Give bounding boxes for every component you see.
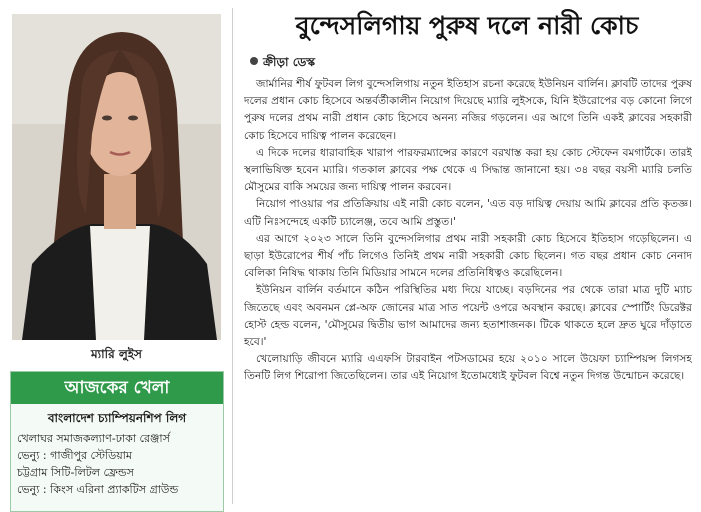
league-name: বাংলাদেশ চ্যাম্পিয়নশিপ লিগ [47,411,187,425]
article-headline: বুন্দেসলিগায় পুরুষ দলে নারী কোচ [295,11,639,40]
article-paragraph: নিয়োগ পাওয়ার পর প্রতিক্রিয়ায় এই নারী কোচ বলেন, 'এত বড় দায়িত্ব দেয়ায় আমি ক্লাবের প্রতি কৃতজ্ঞ। এটি নিঃসন্দেহে একটি চ্যালেঞ্জ, তবে আমি প্রস্তুত।' [244,198,692,228]
fixture-line: খেলাঘর সমাজকল্যাণ-ঢাকা রেঞ্জার্স [17,432,170,445]
column-divider [232,8,233,504]
coach-portrait-image [12,14,221,340]
article-paragraph: খেলোয়াড়ি জীবনে ম্যারি এএফসি টারবাইন পটসডামের হয়ে ২০১০ সালে উয়েফা চ্যাম্পিয়ন্স লিগসহ তিনটি লিগ শিরোপা জিতেছিলেন। তার এই নিয়োগ ইতোমধ্যেই ফুটবল বিশ্বে নতুন দিগন্ত উন্মোচন করেছে। [244,353,692,383]
byline [250,54,315,74]
byline-text: ক্রীড়া ডেস্ক [263,55,316,69]
venue-line: ভেন্যু : গাজীপুর স্টেডিয়াম [17,449,132,462]
article-paragraph: এর আগে ২০২৩ সালে তিনি বুন্দেসলিগার প্রথম নারী সহকারী কোচ হিসেবে ইতিহাস গড়েছিলেন। এ ছাড়া ইউরোপের শীর্ষ পাঁচ লিগেও তিনিই প্রথম নারী সহকারী কোচ ছিলেন। গত বছর প্রধান কোচ নেনাদ বেলিকা নিষিদ্ধ থাকায় তিনি মিডিয়ার সামনে দলের প্রতিনিধিত্বও করেছিলেন। [244,232,692,280]
bullet-icon [250,57,258,65]
article-body [244,76,692,506]
photo-caption: ম্যারি লুইস [91,347,142,361]
fixture-line: চট্টগ্রাম সিটি-লিটল ফ্রেন্ডস [17,466,134,479]
article-paragraph: জার্মানির শীর্ষ ফুটবল লিগ বুন্দেসলিগায় নতুন ইতিহাস রচনা করেছে ইউনিয়ন বার্লিন। ক্লাবটি তাদের পুরুষ দলের প্রধান কোচ হিসেবে অন্তর্বর্তীকালীন নিয়োগ দিয়েছে ম্যারি লুইসকে, যিনি ইউরোপের বড় কোনো লিগে পুরুষ দলের প্রথম নারী প্রধান কোচ হিসেবে অনন্য নজির গড়লেন। এর আগে তিনি একই ক্লাবের সহকারী কোচ হিসেবে দায়িত্ব পালন করেছেন। [244,78,692,142]
todays-games-box [10,371,224,512]
article-paragraph: ইউনিয়ন বার্লিন বর্তমানে কঠিন পরিস্থিতির মধ্য দিয়ে যাচ্ছে। বড়দিনের পর থেকে তারা মাত্র দুটি ম্যাচ জিতেছে এবং অবনমন প্লে-অফ জোনের মাত্র সাত পয়েন্ট ওপরে অবস্থান করছে। ক্লাবের স্পোর্টিং ডিরেক্টর হোস্ট হেল্ড বলেন, 'মৌসুমের দ্বিতীয় ভাগ আমাদের জন্য হতাশাজনক। টিকে থাকতে হলে দ্রুত ঘুরে দাঁড়াতে হবে।' [244,284,692,349]
article-paragraph: এ দিকে দলের ধারাবাহিক খারাপ পারফরম্যান্সের কারণে বরখাস্ত করা হয় কোচ স্টেফেন বমগার্টকে। তারই স্থলাভিষিক্ত হবেন ম্যারি। গতকাল ক্লাবের পক্ষ থেকে এ সিদ্ধান্ত জানানো হয়। ৩৪ বছর বয়সী ম্যারি চলতি মৌসুমের বাকি সময়ের জন্য দায়িত্ব পালন করবেন। [244,146,692,194]
coach-photo [12,14,221,340]
todays-games-title: আজকের খেলা [11,372,223,404]
venue-line: ভেন্যু : কিংস এরিনা প্র্যাকটিস গ্রাউন্ড [17,483,179,496]
